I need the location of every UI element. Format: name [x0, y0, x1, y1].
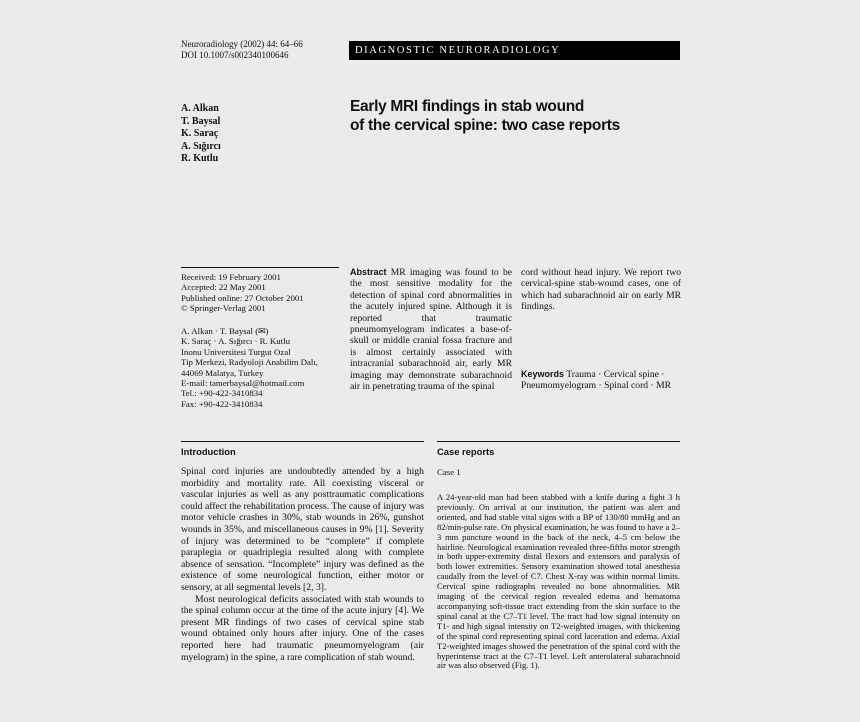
paragraph: Most neurological deficits associated with stab wounds to the spinal column occur at the time of the acute injury [4]. We present MR findings of two cases of cervical spine stab wound obtained only hours after injury. One of the cases reported here had traumatic pneumomyelogram (air myelogram) in the spine, a rare complication of stab wound. — [181, 593, 424, 663]
abstract-text: MR imaging was found to be the most sensitive modality for the detection of spinal cord abnormalities in the acutely injured spine. Although it is reported that traumatic pneumomyelogram indicates a base-of-skull or middle cranial fossa fracture and is almost certainly associated with intracranial subarachnoid air, early MR imaging may demonstrate subarachnoid air in penetrating trauma of the spinal — [350, 267, 512, 393]
author-list — [181, 103, 221, 166]
doi: DOI 10.1007/s002340100646 — [181, 50, 289, 60]
introduction-heading: Introduction — [181, 446, 236, 457]
telephone: Tel.: +90-422-3410834 — [181, 388, 263, 399]
title-line: Early MRI findings in stab wound — [350, 98, 585, 115]
correspondence-address — [181, 326, 318, 409]
address-line: Inonu Universitesi Turgut Ozal — [181, 346, 291, 357]
author-name: K. Saraç — [181, 128, 219, 139]
section-band: DIAGNOSTIC NEURORADIOLOGY — [349, 41, 680, 60]
received-date: Received: 19 February 2001 — [181, 272, 281, 282]
author-name: T. Baysal — [181, 115, 221, 127]
journal-info — [181, 39, 303, 61]
abstract-column-1 — [350, 267, 512, 392]
accepted-date: Accepted: 22 May 2001 — [181, 282, 266, 293]
keywords — [521, 369, 681, 392]
fax: Fax: +90-422-3410834 — [181, 398, 263, 409]
keywords-text: Trauma · Cervical spine · Pneumomyelogram · Spinal cord · MR — [521, 369, 672, 392]
title-line: of the cervical spine: two case reports — [350, 117, 620, 134]
case-1-label: Case 1 — [437, 467, 461, 477]
published-date: Published online: 27 October 2001 — [181, 292, 304, 303]
article-title — [350, 97, 680, 135]
copyright: © Springer-Verlag 2001 — [181, 303, 266, 314]
address-line: 44069 Malatya, Turkey — [181, 367, 264, 378]
case-reports-rule — [437, 441, 680, 442]
address-line: K. Saraç · A. Sığırcı · R. Kutlu — [181, 336, 290, 347]
article-dates — [181, 272, 304, 314]
introduction-body — [181, 466, 424, 663]
author-name: A. Sığırcı — [181, 140, 221, 152]
abstract-label: Abstract — [350, 267, 387, 277]
journal-citation: Neuroradiology (2002) 44: 64–66 — [181, 39, 303, 49]
case-1-text: A 24-year-old man had been stabbed with a knife during a fight 3 h previously. On arrival at our institution, the patient was alert and oriented, and had stable vital signs with a BP of 130/80 mmHg and an 82/min-pulse rate. On physical examination, he was found to have a 2–3 mm puncture wound in the back of the neck, 4–5 cm below the hairline. Neurological examination revealed three-fifths motor strength in both upper-extremity distal flexors and extensors and paralysis of both lower extremities. Sensory examination showed total anesthesia caudally from the level of C7. Chest X-ray was within normal limits. Cervical spine radiographs revealed no bone abnormalities. MR imaging of the cervical region revealed edema and hematoma accompanying soft-tissue tract extending from the skin surface to the spinal canal at the C7–T1 level. The tract had low signal intensity on T1- and high signal intensity on T2-weighted images, with thickening of the spinal cord representing spinal cord laceration and edema. Axial T2-weighted images showed the penetration of the spinal cord with the hyperintense tract at the C7–T1 level. Left anterolateral subarachnoid air was also observed (Fig. 1). — [437, 492, 680, 671]
introduction-rule — [181, 441, 424, 442]
author-name: A. Alkan — [181, 103, 219, 114]
address-line: A. Alkan · T. Baysal (✉) — [181, 326, 269, 336]
abstract-text-continued: cord without head injury. We report two cervical-spine stab-wound cases, one of which had subarachnoid air on early MR findings. — [521, 267, 681, 313]
paragraph: Spinal cord injuries are undoubtedly attended by a high morbidity and mortality rate. All coexisting visceral or vascular injuries as well as any posttraumatic complications could affect the rehabilitation process. The cause of injury was motor vehicle crashes in 30%, stab wounds in 26%, gunshot wounds in 35%, and miscellaneous causes in 9% [1]. Severity of injury was determined to be “complete” if complete paraplegia or quadriplegia resulted along with complete absence of sensation. “Incomplete” injury was defined as the existence of some neurological function, either motor or sensory, at all segmental levels [2, 3]. — [181, 466, 424, 593]
case-reports-heading: Case reports — [437, 446, 495, 457]
author-name: R. Kutlu — [181, 153, 219, 164]
email-address: E-mail: tamerbaysal@hotmail.com — [181, 378, 305, 389]
dates-rule — [181, 267, 339, 268]
address-line: Tip Merkezi, Radyoloji Anabilim Dalı, — [181, 357, 318, 368]
keywords-label: Keywords — [521, 369, 565, 379]
abstract-column-2 — [521, 267, 681, 313]
